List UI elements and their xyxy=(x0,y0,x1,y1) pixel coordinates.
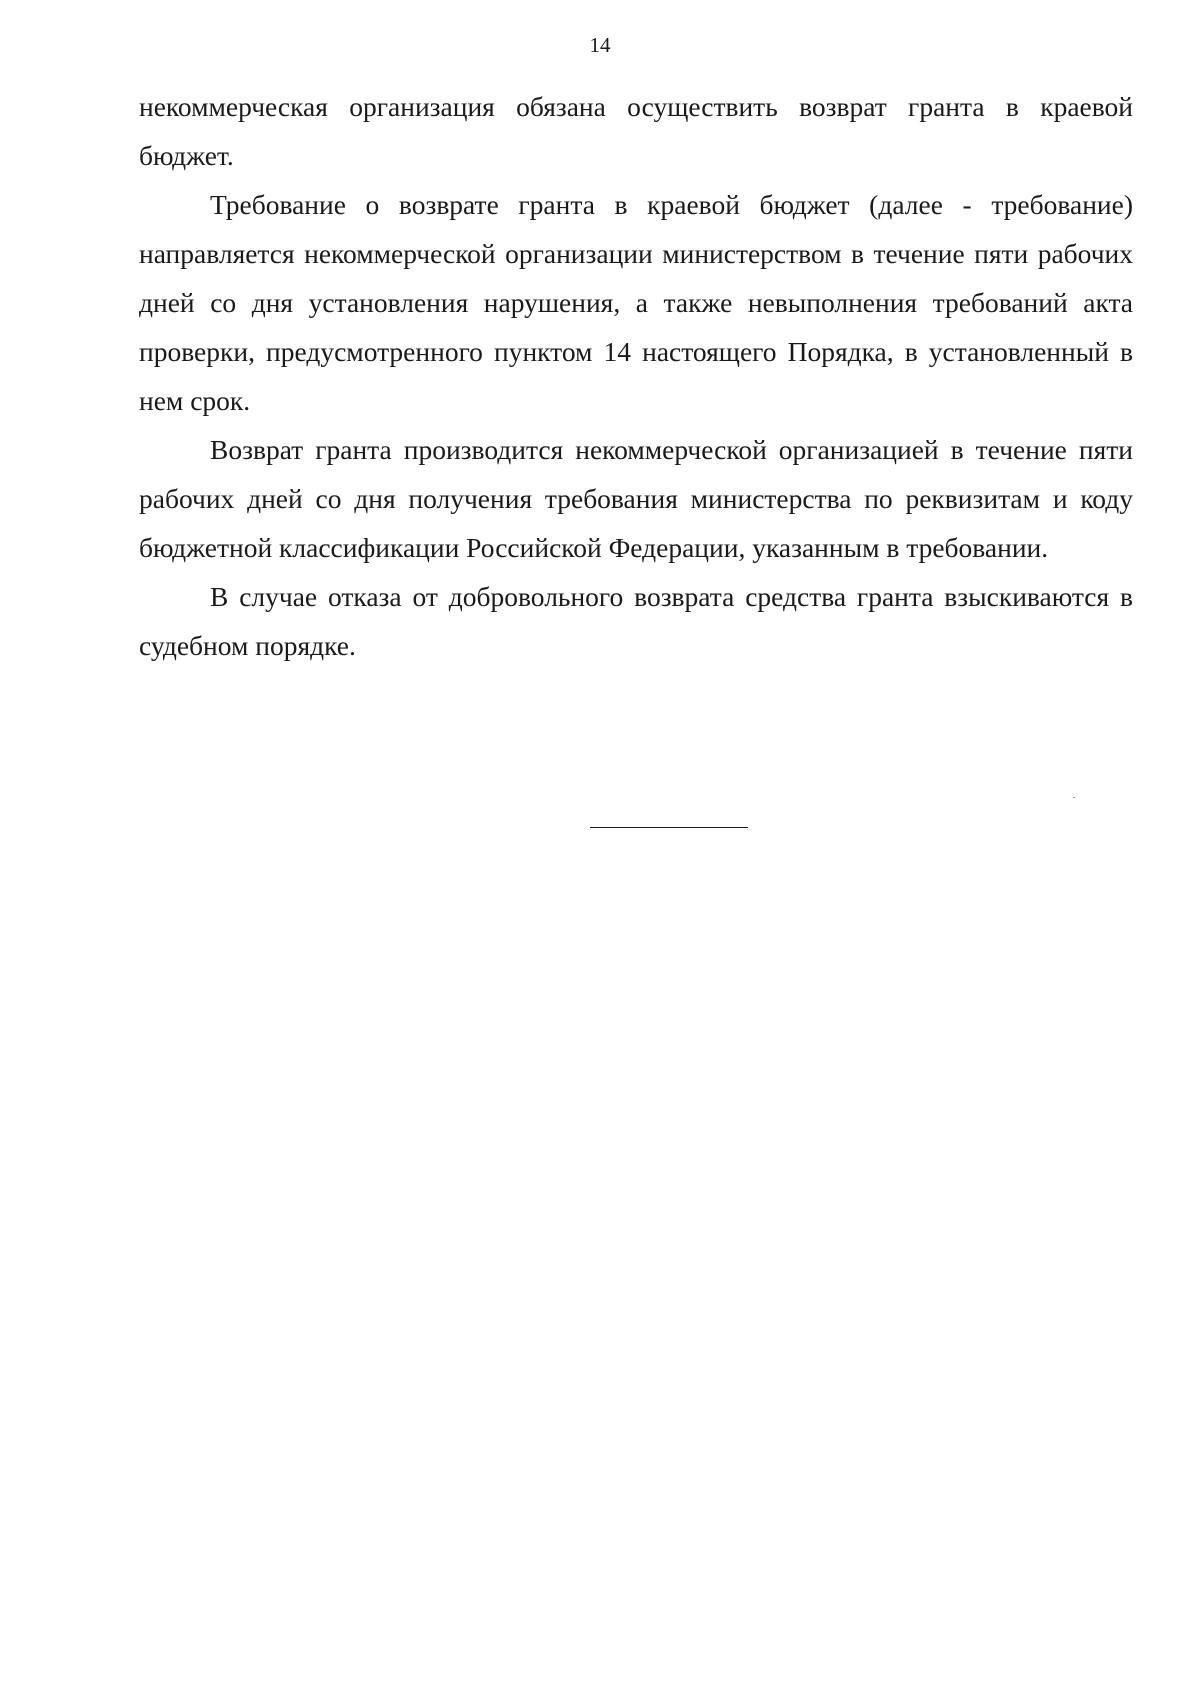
document-body xyxy=(139,82,1133,670)
page-number: 14 xyxy=(589,33,611,57)
paragraph-judicial-recovery: В случае отказа от добровольного возврата средства гранта взыскиваются в судебном порядке. xyxy=(139,581,1133,661)
paragraph-continuation: некоммерческая организация обязана осуществить возврат гранта в краевой бюджет. xyxy=(139,91,1133,171)
paragraph-return-procedure: Возврат гранта производится некоммерческой организацией в течение пяти рабочих дней со дня получения требования министерства по реквизитам и коду бюджетной классификации Российской Федерации, указанным в требовании. xyxy=(139,434,1133,563)
scan-speck xyxy=(1073,797,1075,798)
paragraph-return-requirement: Требование о возврате гранта в краевой бюджет (далее - требование) направляется некоммерческой организации министерством в течение пяти рабочих дней со дня установления нарушения, а также невыполнения требований акта проверки, предусмотренного пунктом 14 настоящего Порядка, в установленный в нем срок. xyxy=(139,189,1133,416)
closing-rule-divider xyxy=(590,827,748,828)
